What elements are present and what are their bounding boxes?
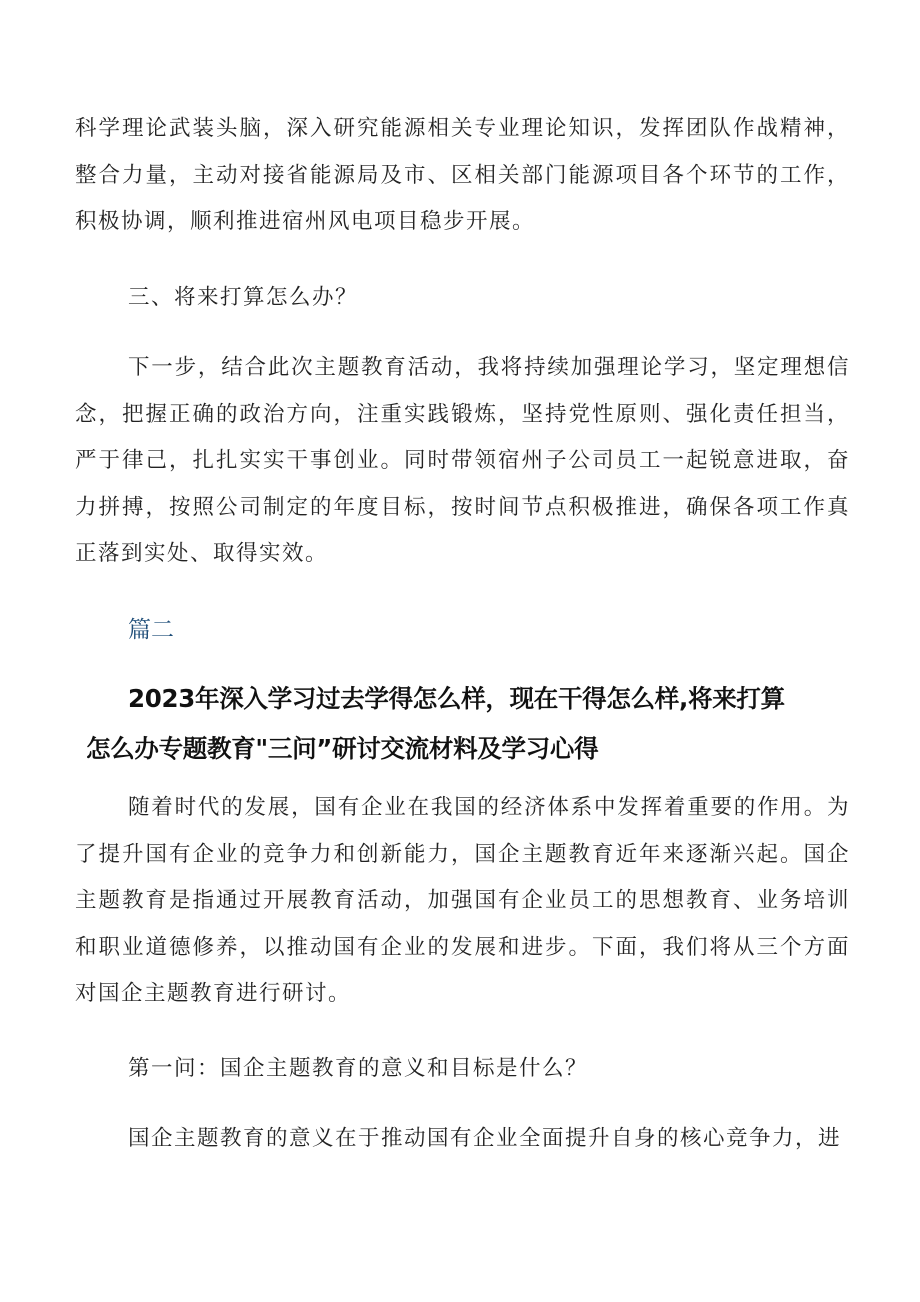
plan-paragraph: 下一步，结合此次主题教育活动，我将持续加强理论学习，坚定理想信念，把握正确的政治方向，注重实践锻炼，坚持党性原则、强化责任担当，严于律己，扎扎实实干事创业。同时带领宿州子公司员工一起锐意进取，奋力拼搏，按照公司制定的年度目标，按时间节点积极推进，确保各项工作真正落到实处、取得实效。 — [75, 355, 850, 566]
last-paragraph: 国企主题教育的意义在于推动国有企业全面提升自身的核心竞争力，进 — [128, 1126, 842, 1151]
heading-future-plans: 三、将来打算怎么办？ — [128, 285, 359, 310]
title-line-1: 2023年深入学习过去学得怎么样，现在干得怎么样,将来打算 — [128, 684, 785, 713]
title-line-2: 怎么办专题教育"三问”研讨交流材料及学习心得 — [86, 734, 599, 763]
document-title — [80, 674, 850, 774]
continuation-paragraph: 科学理论武装头脑，深入研究能源相关专业理论知识，发挥团队作战精神，整合力量，主动对接省能源局及市、区相关部门能源项目各个环节的工作，积极协调，顺利推进宿州风电项目稳步开展。 — [75, 116, 850, 234]
intro-paragraph: 随着时代的发展，国有企业在我国的经济体系中发挥着重要的作用。为了提升国有企业的竞争力和创新能力，国企主题教育近年来逐渐兴起。国企主题教育是指通过开展教育活动，加强国有企业员工的思想教育、业务培训和职业道德修养，以推动国有企业的发展和进步。下面，我们将从三个方面对国企主题教育进行研讨。 — [75, 795, 850, 1006]
section-label: 篇二 — [128, 617, 174, 643]
question-1-heading: 第一问：国企主题教育的意义和目标是什么？ — [128, 1056, 589, 1081]
